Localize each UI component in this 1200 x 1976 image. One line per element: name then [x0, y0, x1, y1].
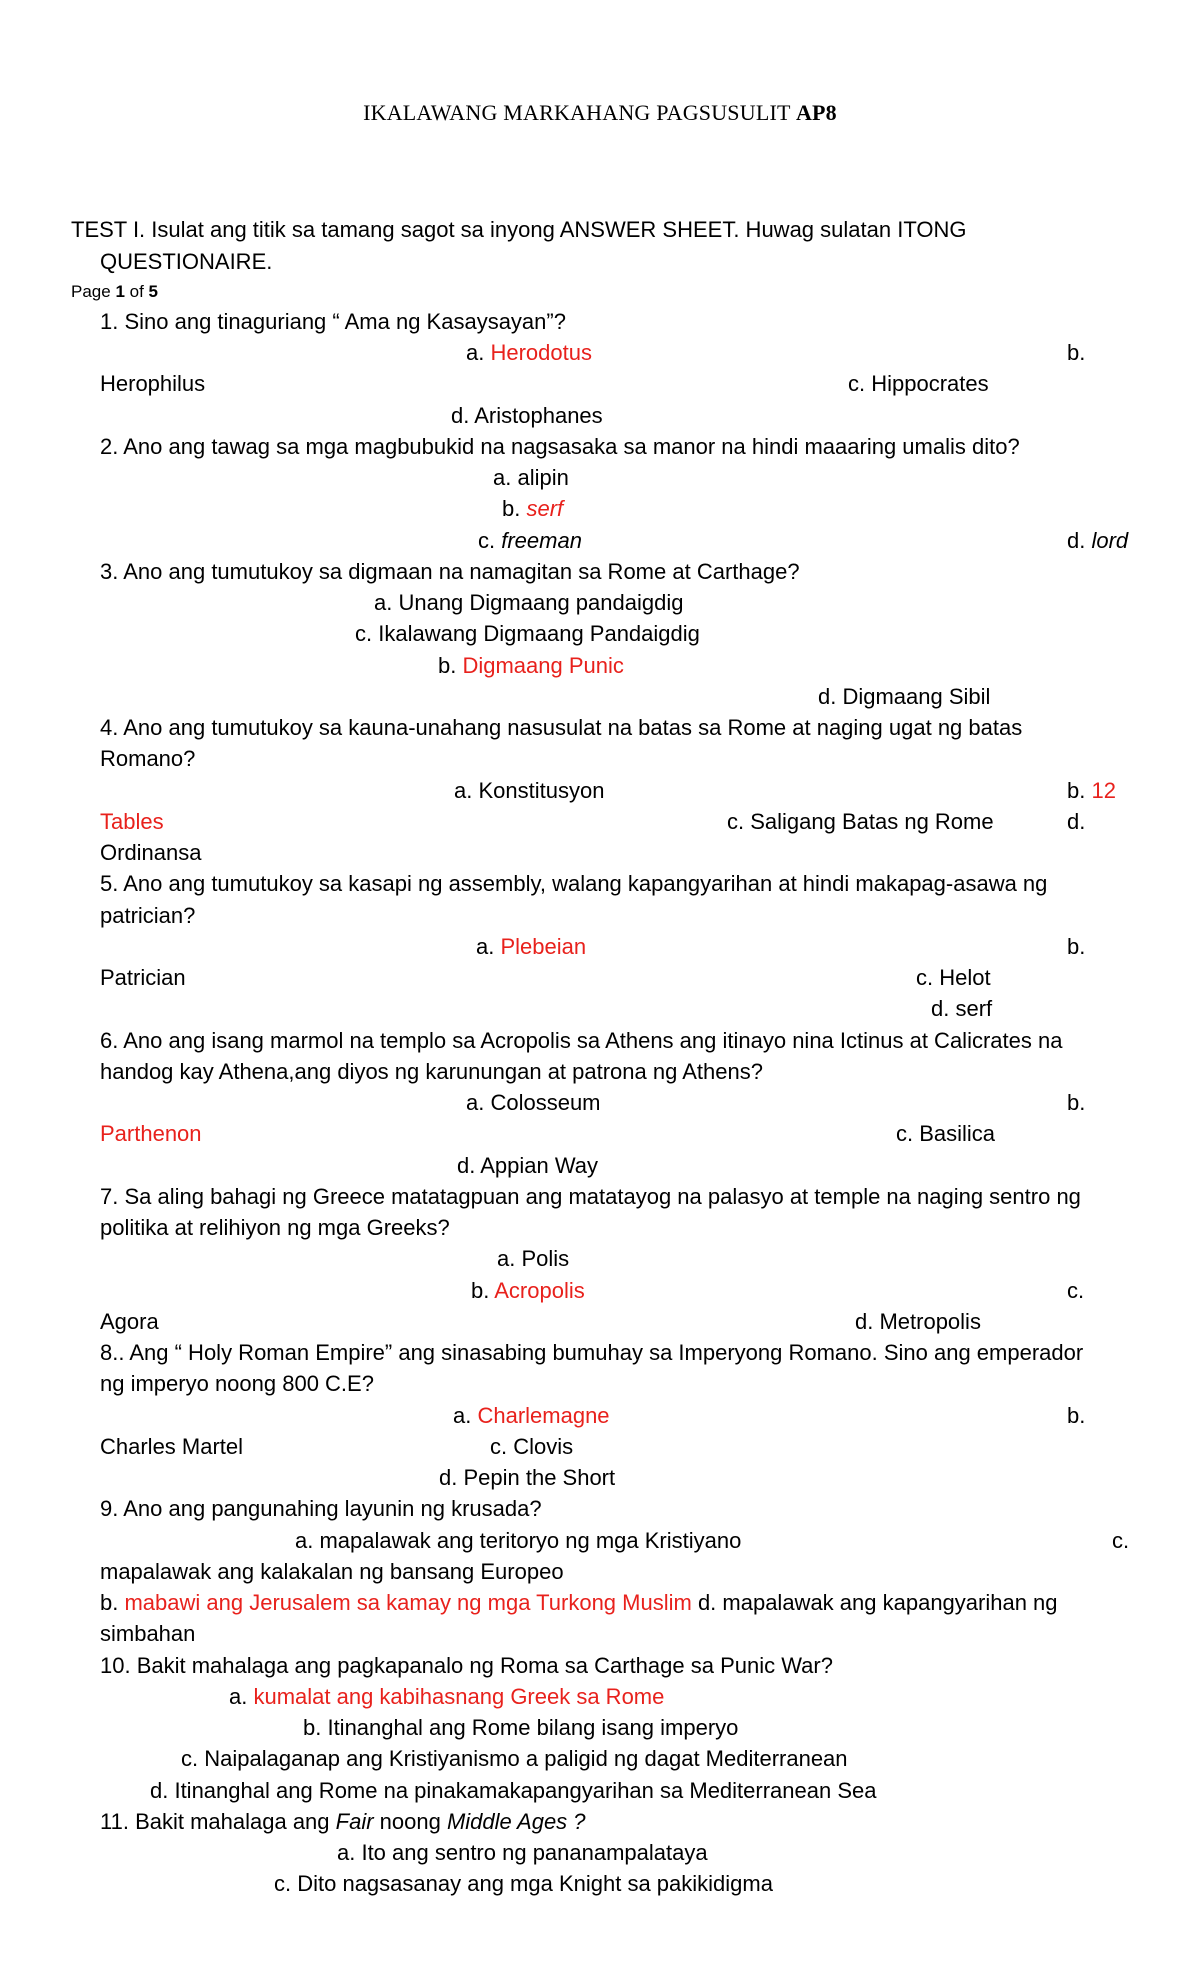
q4-answer-part-1: 12 — [1091, 778, 1116, 803]
q4-option-a: a. Konstitusyon — [454, 778, 605, 803]
question-10: 10. Bakit mahalaga ang pagkapanalo ng Roma sa Carthage sa Punic War? — [100, 1653, 833, 1678]
q6-option-b-marker: b. — [1067, 1090, 1086, 1115]
q4-option-b: b. 12 — [1067, 778, 1116, 803]
question-7-line-2: politika at relihiyon ng mga Greeks? — [100, 1215, 450, 1240]
q9-option-a: a. mapalawak ang teritoryo ng mga Kristiyano — [295, 1528, 742, 1553]
q1-option-b: Herophilus — [100, 371, 206, 396]
q8-option-a: a. Charlemagne — [453, 1403, 610, 1428]
q8-option-c: c. Clovis — [490, 1434, 574, 1459]
q7-option-b: b. Acropolis — [471, 1278, 585, 1303]
question-2: 2. Ano ang tawag sa mga magbubukid na nagsasaka sa manor na hindi maaaring umalis dito? — [100, 434, 1020, 459]
q7-answer: Acropolis — [494, 1278, 585, 1303]
q2-option-d: d. lord — [1067, 528, 1129, 553]
q6-option-d: d. Appian Way — [457, 1153, 599, 1178]
q1-option-d: d. Aristophanes — [451, 403, 603, 428]
q7-option-a: a. Polis — [497, 1246, 570, 1271]
q3-option-c: c. Ikalawang Digmaang Pandaigdig — [355, 621, 700, 646]
q7-option-d: d. Metropolis — [855, 1309, 981, 1334]
q4-option-d-marker: d. — [1067, 809, 1086, 834]
q10-option-d: d. Itinanghal ang Rome na pinakamakapangyarihan sa Mediterranean Sea — [150, 1778, 877, 1803]
q6-option-a: a. Colosseum — [466, 1090, 601, 1115]
title-text: IKALAWANG MARKAHANG PAGSUSULIT — [363, 100, 791, 125]
q9-option-c-marker: c. — [1112, 1528, 1130, 1553]
q7-option-c: Agora — [100, 1309, 159, 1334]
q1-option-b-marker: b. — [1067, 340, 1086, 365]
q5-answer: Plebeian — [500, 934, 587, 959]
question-9: 9. Ano ang pangunahing layunin ng krusada? — [100, 1496, 542, 1521]
q8-answer: Charlemagne — [477, 1403, 610, 1428]
q1-option-c: c. Hippocrates — [848, 371, 989, 396]
title-subject: AP8 — [795, 100, 837, 125]
q4-option-d: Ordinansa — [100, 840, 202, 865]
question-11: 11. Bakit mahalaga ang Fair noong Middle Ages ? — [100, 1809, 586, 1834]
instructions-line-1: TEST I. Isulat ang titik sa tamang sagot sa inyong ANSWER SHEET. Huwag sulatan ITONG — [71, 217, 967, 242]
q11-option-a: a. Ito ang sentro ng pananampalataya — [337, 1840, 708, 1865]
q1-answer: Herodotus — [490, 340, 592, 365]
q3-answer: Digmaang Punic — [462, 653, 624, 678]
question-8-line-2: ng imperyo noong 800 C.E? — [100, 1371, 374, 1396]
question-1: 1. Sino ang tinaguriang “ Ama ng Kasaysayan”? — [100, 309, 566, 334]
q8-option-b-marker: b. — [1067, 1403, 1086, 1428]
q2-option-b: b. serf — [502, 496, 564, 521]
q8-option-d: d. Pepin the Short — [439, 1465, 616, 1490]
q5-option-b: Patrician — [100, 965, 186, 990]
q9-answer: mabawi ang Jerusalem sa kamay ng mga Turkong Muslim — [124, 1590, 692, 1615]
q8-option-b: Charles Martel — [100, 1434, 244, 1459]
q10-option-c: c. Naipalaganap ang Kristiyanismo a paligid ng dagat Mediterranean — [181, 1746, 848, 1771]
q3-option-b: b. Digmaang Punic — [438, 653, 624, 678]
q10-option-a: a. kumalat ang kabihasnang Greek sa Rome — [229, 1684, 665, 1709]
question-6-line-2: handog kay Athena,ang diyos ng karunungan at patrona ng Athens? — [100, 1059, 763, 1084]
q2-option-c: c. freeman — [478, 528, 582, 553]
exam-title — [0, 100, 1200, 126]
q3-option-a: a. Unang Digmaang pandaigdig — [374, 590, 684, 615]
question-3: 3. Ano ang tumutukoy sa digmaan na namagitan sa Rome at Carthage? — [100, 559, 800, 584]
q10-answer: kumalat ang kabihasnang Greek sa Rome — [253, 1684, 665, 1709]
question-6-line-1: 6. Ano ang isang marmol na templo sa Acropolis sa Athens ang itinayo nina Ictinus at Calicrates na — [100, 1028, 1063, 1053]
q1-option-a: a. Herodotus — [466, 340, 592, 365]
page-label: Page 1 of 5 — [71, 282, 158, 301]
question-7-line-1: 7. Sa aling bahagi ng Greece matatagpuan ang matatayog na palasyo at temple na naging sentro ng — [100, 1184, 1081, 1209]
q3-option-d: d. Digmaang Sibil — [818, 684, 991, 709]
q4-option-c: c. Saligang Batas ng Rome — [727, 809, 994, 834]
q2-option-a: a. alipin — [493, 465, 569, 490]
q9-option-c: mapalawak ang kalakalan ng bansang Europeo — [100, 1559, 564, 1584]
q2-answer: serf — [526, 496, 564, 521]
instructions-line-2: QUESTIONAIRE. — [100, 249, 273, 274]
q5-option-b-marker: b. — [1067, 934, 1086, 959]
question-5-line-1: 5. Ano ang tumutukoy sa kasapi ng assembly, walang kapangyarihan at hindi makapag-asawa ng — [100, 871, 1048, 896]
q6-option-c: c. Basilica — [896, 1121, 996, 1146]
q4-answer-part-2: Tables — [100, 809, 164, 834]
q5-option-a: a. Plebeian — [476, 934, 587, 959]
q5-option-d: d. serf — [931, 996, 993, 1021]
q9-option-b-and-d: b. mabawi ang Jerusalem sa kamay ng mga Turkong Muslim d. mapalawak ang kapangyarihan ng — [100, 1590, 1058, 1615]
q11-option-c: c. Dito nagsasanay ang mga Knight sa pakikidigma — [274, 1871, 773, 1896]
question-4-line-2: Romano? — [100, 746, 196, 771]
q7-option-c-marker: c. — [1067, 1278, 1085, 1303]
q5-option-c: c. Helot — [916, 965, 991, 990]
q9-option-d-line-2: simbahan — [100, 1621, 196, 1646]
q6-answer: Parthenon — [100, 1121, 202, 1146]
question-4-line-1: 4. Ano ang tumutukoy sa kauna-unahang nasusulat na batas sa Rome at naging ugat ng batas — [100, 715, 1023, 740]
question-8-line-1: 8.. Ang “ Holy Roman Empire” ang sinasabing bumuhay sa Imperyong Romano. Sino ang emperador — [100, 1340, 1084, 1365]
question-5-line-2: patrician? — [100, 903, 196, 928]
q10-option-b: b. Itinanghal ang Rome bilang isang imperyo — [303, 1715, 739, 1740]
